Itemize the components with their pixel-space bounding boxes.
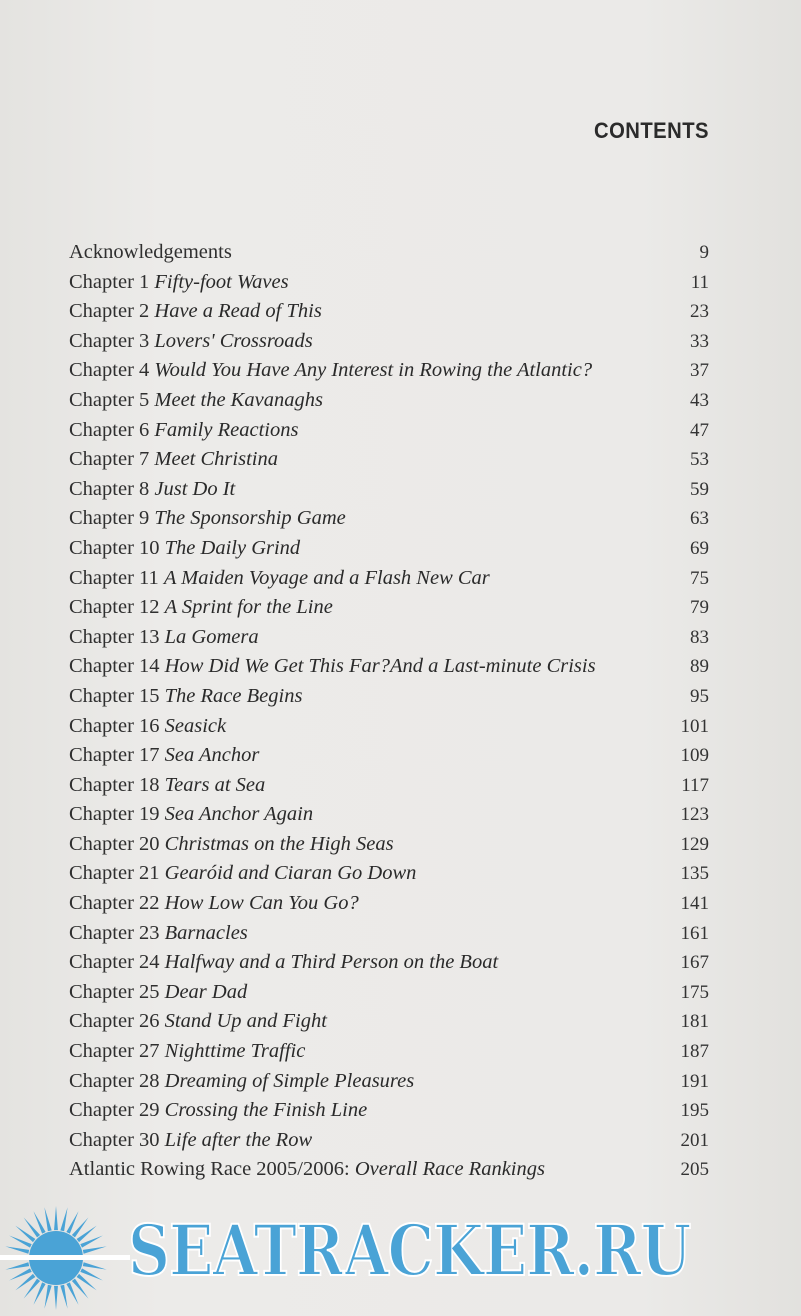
toc-entry: [69, 475, 659, 505]
toc-entry: [69, 623, 659, 653]
chapter-label: Chapter 11: [69, 566, 164, 589]
table-of-contents: [69, 238, 711, 1185]
toc-row: [69, 859, 711, 889]
chapter-label: Chapter 25: [69, 980, 165, 1003]
toc-row: [69, 1126, 711, 1156]
page-number: 141: [680, 893, 709, 915]
page-number: 69: [690, 537, 709, 559]
chapter-title: Lovers' Crossroads: [154, 329, 313, 352]
toc-entry: [69, 1096, 659, 1126]
page-number: 23: [690, 301, 709, 323]
toc-row: [69, 504, 711, 534]
toc-row: [69, 1037, 711, 1067]
toc-entry: [69, 564, 659, 594]
toc-row: [69, 238, 711, 268]
toc-entry: [69, 712, 659, 742]
page-number: 9: [699, 242, 709, 263]
chapter-label: Chapter 22: [69, 892, 165, 915]
sun-ray: [5, 1246, 29, 1253]
chapter-title: How Did We Get This Far?And a Last-minute Crisis: [164, 655, 596, 678]
chapter-label: Chapter 6: [69, 418, 155, 441]
toc-row: [69, 1096, 711, 1126]
toc-entry: [69, 356, 659, 386]
page-number: 11: [690, 271, 709, 293]
sun-ray: [54, 1286, 58, 1310]
toc-row: [69, 978, 711, 1008]
toc-entry: [69, 1067, 659, 1097]
toc-row: [69, 593, 711, 623]
chapter-title: Christmas on the High Seas: [164, 832, 394, 855]
toc-entry: [69, 889, 659, 919]
toc-entry: [69, 741, 659, 771]
chapter-label: Chapter 16: [69, 714, 165, 737]
toc-entry: [69, 534, 659, 564]
toc-row: [69, 919, 711, 949]
chapter-label: Chapter 28: [69, 1069, 165, 1092]
toc-row: [69, 948, 711, 978]
toc-row: [69, 297, 711, 327]
page-number: 135: [680, 863, 709, 885]
chapter-title: The Race Begins: [164, 684, 303, 707]
chapter-label: Chapter 29: [69, 1099, 165, 1122]
page-number: 37: [690, 360, 709, 382]
toc-row: [69, 534, 711, 564]
toc-entry: [69, 593, 659, 623]
toc-row: [69, 712, 711, 742]
toc-entry: [69, 386, 659, 416]
chapter-label: Atlantic Rowing Race 2005/2006:: [69, 1158, 355, 1181]
page-number: 43: [690, 389, 709, 411]
sun-ray: [44, 1285, 51, 1309]
chapter-title: Halfway and a Third Person on the Boat: [164, 951, 499, 974]
chapter-title: Sea Anchor: [164, 744, 260, 767]
chapter-title: Life after the Row: [164, 1128, 313, 1151]
toc-row: [69, 356, 711, 386]
page-number: 89: [690, 656, 709, 678]
chapter-label: Chapter 10: [69, 536, 165, 559]
toc-entry: [69, 919, 659, 949]
toc-entry: [69, 859, 659, 889]
chapter-label: Chapter 3: [69, 329, 155, 352]
chapter-label: Chapter 12: [69, 596, 165, 619]
sun-icon: [0, 1205, 130, 1316]
chapter-title: How Low Can You Go?: [164, 892, 359, 915]
page-number: 75: [690, 567, 709, 589]
sun-ray: [44, 1207, 51, 1231]
toc-row: [69, 1007, 711, 1037]
chapter-title: Family Reactions: [154, 418, 299, 441]
toc-entry: [69, 682, 659, 712]
toc-row: [69, 386, 711, 416]
chapter-title: The Daily Grind: [164, 536, 301, 559]
toc-row: [69, 268, 711, 298]
chapter-label: Chapter 9: [69, 507, 155, 530]
page-number: 187: [680, 1041, 709, 1063]
toc-entry: [69, 652, 659, 682]
sun-ray: [5, 1262, 29, 1269]
chapter-title: Stand Up and Fight: [164, 1010, 327, 1033]
toc-entry: [69, 268, 659, 298]
toc-row: [69, 475, 711, 505]
toc-row: [69, 1155, 711, 1185]
sun-ray: [60, 1207, 67, 1231]
watermark: [0, 1205, 801, 1316]
toc-row: [69, 889, 711, 919]
chapter-label: Chapter 23: [69, 921, 165, 944]
chapter-label: Chapter 26: [69, 1010, 165, 1033]
chapter-label: Chapter 7: [69, 448, 155, 471]
chapter-label: Chapter 8: [69, 477, 155, 500]
chapter-title: Fifty-foot Waves: [154, 270, 289, 293]
page-number: 167: [680, 952, 709, 974]
page-number: 123: [680, 804, 709, 826]
chapter-label: Chapter 21: [69, 862, 165, 885]
page-number: 79: [690, 597, 709, 619]
toc-entry: [69, 327, 659, 357]
chapter-title: Dreaming of Simple Pleasures: [164, 1069, 415, 1092]
toc-row: [69, 830, 711, 860]
page-number: 191: [680, 1070, 709, 1092]
chapter-title: Have a Read of This: [154, 300, 322, 323]
sun-ray: [60, 1285, 67, 1309]
page-number: 175: [680, 981, 709, 1003]
chapter-label: Chapter 14: [69, 655, 165, 678]
toc-entry: [69, 238, 659, 268]
toc-row: [69, 327, 711, 357]
page-number: 83: [690, 626, 709, 648]
chapter-label: Chapter 17: [69, 744, 165, 767]
page-number: 181: [680, 1011, 709, 1033]
toc-entry: [69, 978, 659, 1008]
toc-entry: [69, 504, 659, 534]
page-number: 101: [680, 715, 709, 737]
toc-row: [69, 771, 711, 801]
toc-entry: [69, 445, 659, 475]
chapter-label: Chapter 2: [69, 300, 155, 323]
page-number: 161: [680, 922, 709, 944]
chapter-label: Acknowledgements: [69, 241, 232, 263]
toc-entry: [69, 1007, 659, 1037]
chapter-title: Barnacles: [164, 921, 248, 944]
page-number: 129: [680, 833, 709, 855]
toc-row: [69, 652, 711, 682]
chapter-title: Tears at Sea: [164, 773, 266, 796]
page-number: 95: [690, 685, 709, 707]
chapter-label: Chapter 13: [69, 625, 165, 648]
chapter-label: Chapter 30: [69, 1128, 165, 1151]
chapter-title: Sea Anchor Again: [164, 803, 314, 826]
chapter-label: Chapter 18: [69, 773, 165, 796]
toc-entry: [69, 771, 659, 801]
chapter-title: Gearóid and Ciaran Go Down: [164, 862, 417, 885]
chapter-label: Chapter 15: [69, 684, 165, 707]
toc-entry: [69, 1037, 659, 1067]
chapter-title: Meet Christina: [154, 448, 278, 471]
chapter-title: A Sprint for the Line: [164, 596, 333, 619]
chapter-title: La Gomera: [164, 625, 259, 648]
chapter-label: Chapter 5: [69, 388, 155, 411]
toc-entry: [69, 297, 659, 327]
chapter-title: Just Do It: [154, 477, 236, 500]
toc-entry: [69, 830, 659, 860]
sun-ray: [54, 1206, 58, 1230]
toc-row: [69, 682, 711, 712]
toc-entry: [69, 1126, 659, 1156]
chapter-label: Chapter 19: [69, 803, 165, 826]
chapter-title: Dear Dad: [164, 980, 248, 1003]
toc-row: [69, 564, 711, 594]
toc-entry: [69, 416, 659, 446]
sun-ray: [83, 1262, 107, 1269]
toc-row: [69, 623, 711, 653]
toc-row: [69, 741, 711, 771]
page-number: 63: [690, 508, 709, 530]
sun-ray: [83, 1246, 107, 1253]
chapter-title: Overall Race Rankings: [354, 1158, 545, 1181]
toc-row: [69, 416, 711, 446]
toc-row: [69, 445, 711, 475]
page-number: 117: [681, 774, 709, 796]
toc-entry: [69, 1155, 659, 1185]
page-number: 59: [690, 478, 709, 500]
chapter-title: Nighttime Traffic: [164, 1040, 306, 1063]
chapter-label: Chapter 4: [69, 359, 155, 382]
chapter-title: The Sponsorship Game: [154, 507, 346, 530]
page-number: 53: [690, 449, 709, 471]
chapter-label: Chapter 27: [69, 1040, 165, 1063]
page-number: 201: [680, 1129, 709, 1151]
page-number: 205: [680, 1159, 709, 1181]
chapter-title: Seasick: [164, 714, 227, 737]
page-number: 109: [680, 745, 709, 767]
toc-row: [69, 1067, 711, 1097]
toc-row: [69, 800, 711, 830]
chapter-label: Chapter 20: [69, 832, 165, 855]
toc-entry: [69, 948, 659, 978]
page-number: 195: [680, 1100, 709, 1122]
chapter-label: Chapter 24: [69, 951, 165, 974]
watermark-text: SEATRACKER.RU: [128, 1209, 691, 1292]
page-number: 33: [690, 330, 709, 352]
chapter-title: Crossing the Finish Line: [164, 1099, 368, 1122]
page-number: 47: [690, 419, 709, 441]
chapter-label: Chapter 1: [69, 270, 155, 293]
chapter-title: A Maiden Voyage and a Flash New Car: [163, 566, 490, 589]
chapter-title: Would You Have Any Interest in Rowing the Atlantic?: [154, 359, 593, 382]
chapter-title: Meet the Kavanaghs: [154, 388, 323, 411]
toc-entry: [69, 800, 659, 830]
page-title: CONTENTS: [594, 118, 709, 143]
